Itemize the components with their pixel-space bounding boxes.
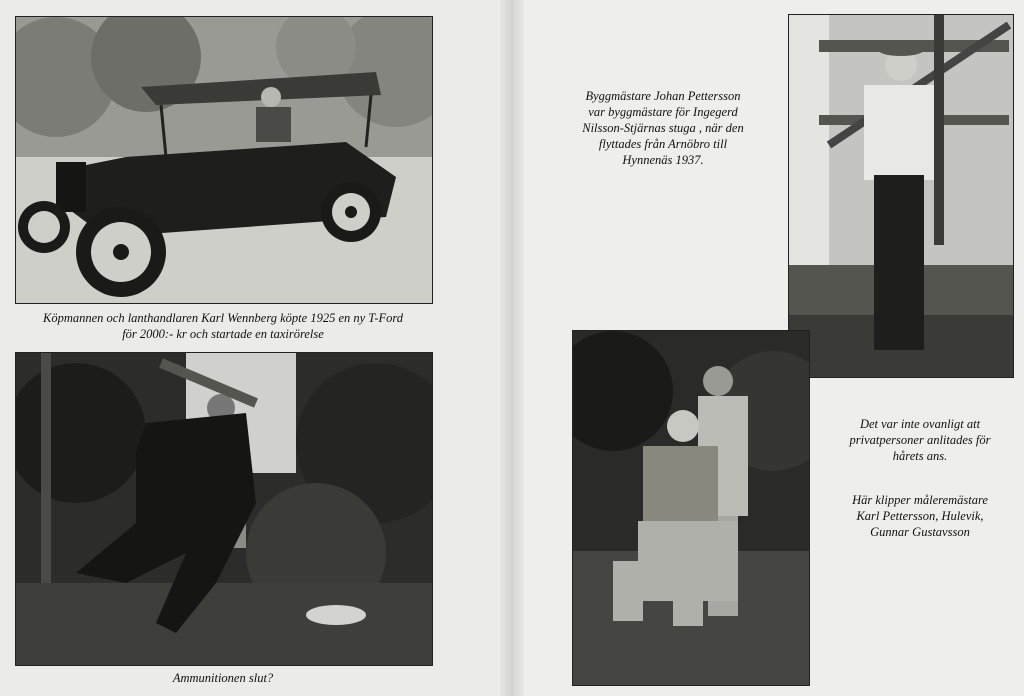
ford-car-image [16, 17, 432, 303]
builder-caption-line-4: flyttades från Arnöbro till [598, 137, 728, 151]
haircut-caption-2 [820, 492, 1020, 540]
haircut-photo [572, 330, 810, 686]
builder-caption [556, 88, 770, 168]
haircut-caption-line-3: hårets ans. [892, 449, 948, 463]
builder-caption-line-5: Hynnenäs 1937. [622, 153, 704, 167]
builder-photo [788, 14, 1014, 378]
haircut-image [573, 331, 809, 685]
haircut-caption-line-1: Det var inte ovanligt att [859, 417, 981, 431]
builder-caption-line-1: Byggmästare Johan Pettersson [585, 89, 741, 103]
hunter-caption-line: Ammunitionen slut? [172, 671, 274, 685]
haircut-caption2-line-3: Gunnar Gustavsson [870, 525, 970, 539]
haircut-caption [820, 416, 1020, 464]
haircut-caption2-line-2: Karl Pettersson, Hulevik, [856, 509, 984, 523]
builder-caption-line-3: Nilsson-Stjärnas stuga , när den [582, 121, 744, 135]
hunter-image [16, 353, 432, 665]
car-caption-line-1: Köpmannen och lanthandlaren Karl Wennberg köpte 1925 en ny T-Ford [42, 311, 404, 325]
haircut-caption2-line-1: Här klipper måleremästare [852, 493, 988, 507]
book-gutter [500, 0, 524, 696]
ford-car-photo [15, 16, 433, 304]
builder-caption-line-2: var byggmästare för Ingegerd [588, 105, 738, 119]
hunter-caption [15, 670, 431, 686]
builder-image [789, 15, 1013, 377]
car-caption [10, 310, 436, 342]
car-caption-line-2: för 2000:- kr och startade en taxirörelse [122, 327, 324, 341]
hunter-photo [15, 352, 433, 666]
haircut-caption-line-2: privatpersoner anlitades för [849, 433, 991, 447]
